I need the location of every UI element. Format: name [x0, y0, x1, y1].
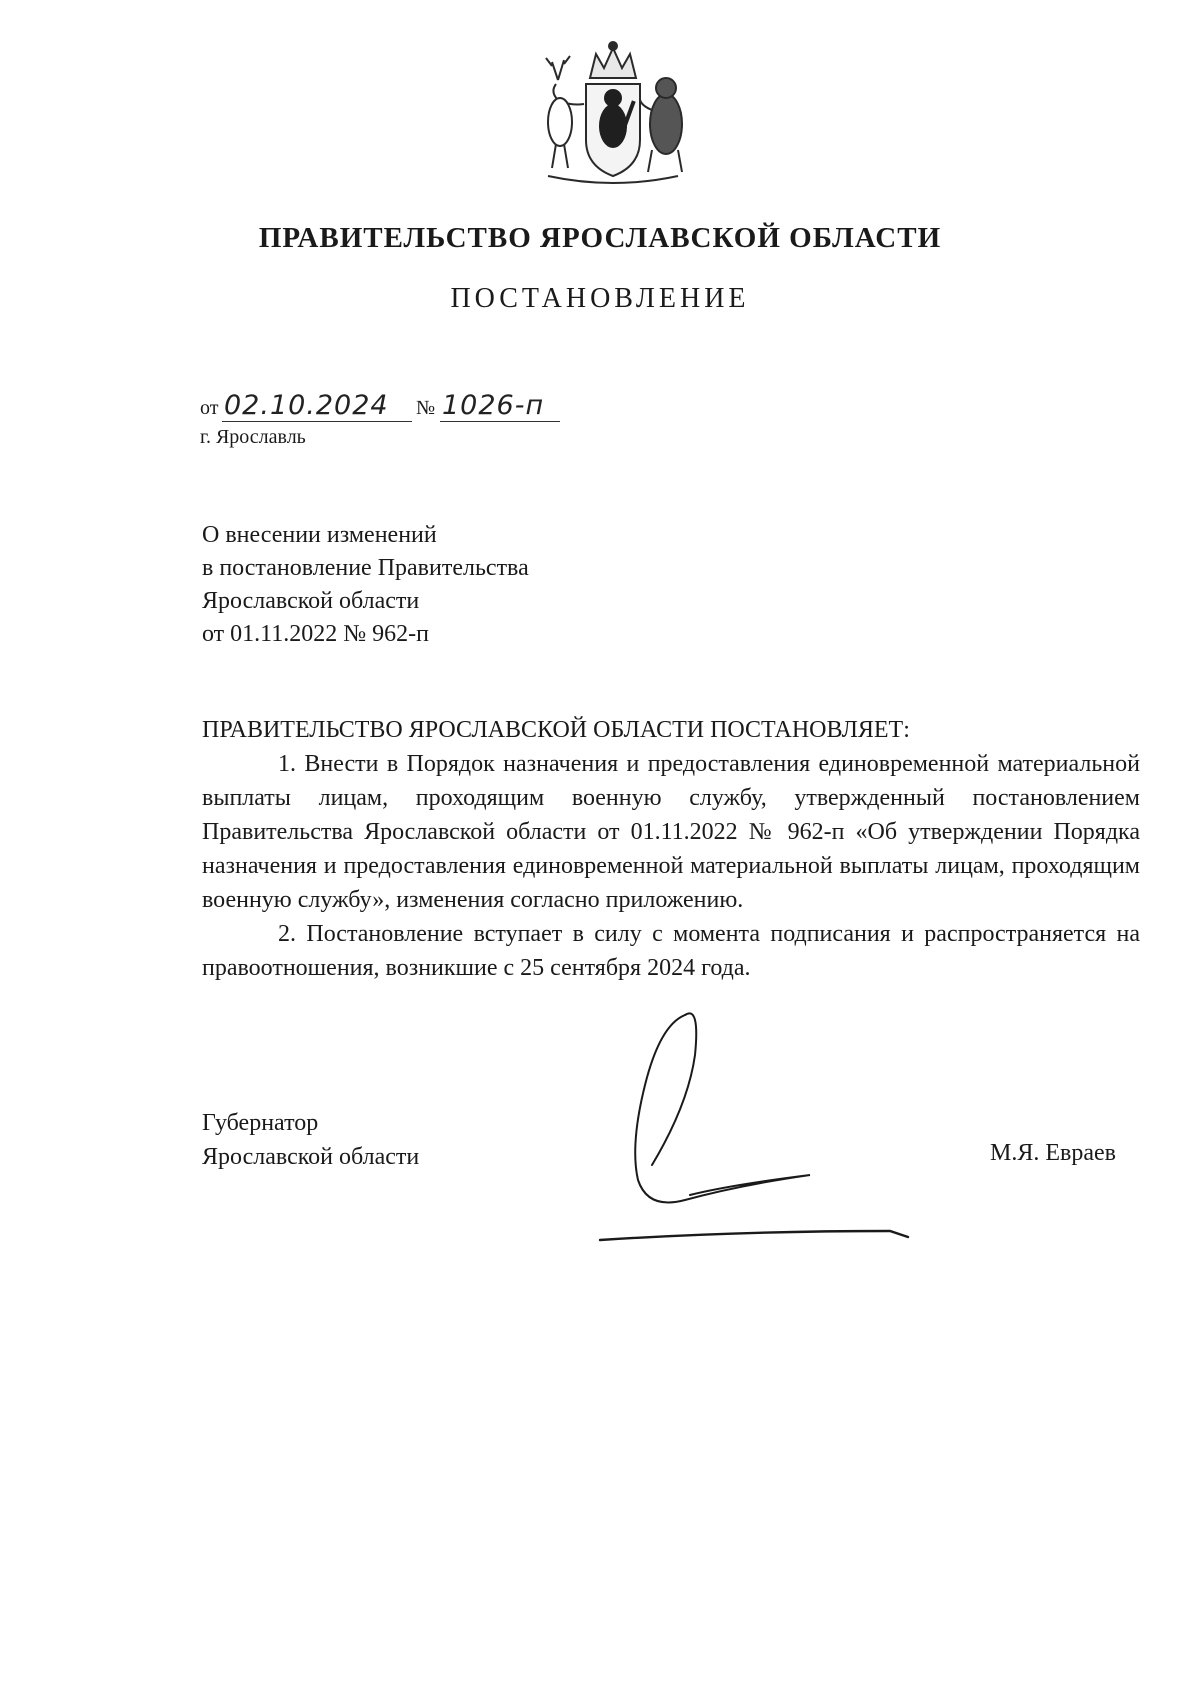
subject-block [202, 519, 529, 651]
resolves-heading: ПРАВИТЕЛЬСТВО ЯРОСЛАВСКОЙ ОБЛАСТИ ПОСТАНОВЛЯЕТ: [202, 717, 910, 743]
subject-line: от 01.11.2022 № 962-п [202, 621, 430, 647]
handwritten-date: 02.10.2024 [222, 390, 412, 422]
handwritten-number: 1026-п [440, 390, 560, 422]
subject-line: О внесении изменений [202, 522, 437, 548]
city: г. Ярославль [200, 426, 306, 448]
yaroslavl-coat-of-arms-icon [528, 40, 698, 190]
position-line: Ярославской области [202, 1144, 420, 1170]
handwritten-signature [590, 995, 950, 1255]
document-type: ПОСТАНОВЛЕНИЕ [450, 283, 750, 314]
resolution-paragraph: 2. Постановление вступает в силу с момента подписания и распространяется на правоотношения, возникшие с 25 сентября 2024 года. [202, 921, 1140, 981]
subject-line: в постановление Правительства [202, 555, 529, 581]
resolution-body [202, 713, 1140, 985]
subject-line: Ярославской области [202, 588, 420, 614]
date-label: от [200, 397, 219, 419]
signatory-name: М.Я. Евраев [990, 1140, 1116, 1166]
government-title: ПРАВИТЕЛЬСТВО ЯРОСЛАВСКОЙ ОБЛАСТИ [258, 222, 942, 254]
resolution-paragraph: 1. Внести в Порядок назначения и предоставления единовременной материальной выплаты лицам, проходящим военную службу, утвержденный постановлением Правительства Ярославской области от 01.11.2022 № 962-п «Об утверждении Порядка назначения и предоставления единовременной материальной выплаты лицам, проходящим военную службу», изменения согласно приложению. [202, 751, 1140, 913]
signatory-position [202, 1106, 419, 1174]
number-label: № [416, 397, 436, 419]
position-line: Губернатор [202, 1110, 319, 1136]
